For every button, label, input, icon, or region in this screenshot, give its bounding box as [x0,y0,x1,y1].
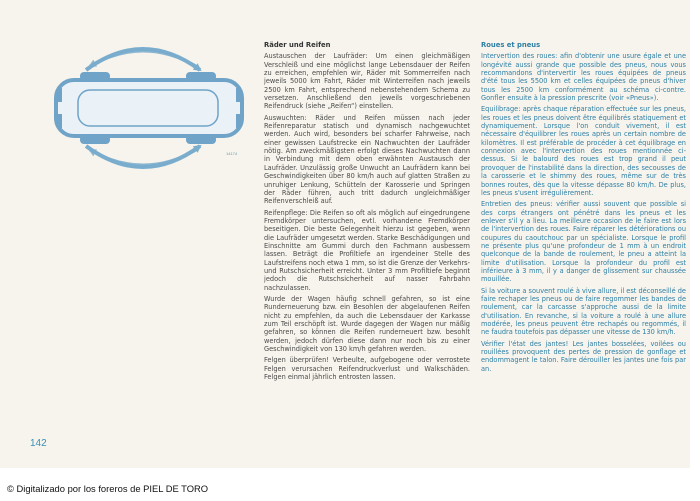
scan-credit: © Digitalizado por los foreros de PIEL DE TORO [7,483,209,494]
french-paragraph: Si la voiture a souvent roulé à vive allure, il est déconseillé de faire rechaper les pneus ou de faire regommer les bandes de roulement, car la carcasse s'approche aussi de la limite d'utilisation. En revanche, si la voiture a roulé à une allure modérée, les pneus peuvent être rechapés ou regommés, il ne faudra toutefois pas dépasser une vitesse de 130 km/h. [481,286,686,337]
german-paragraph: Austauschen der Laufräder: Um einen gleichmäßigen Verschleiß und eine möglichst lange Lebensdauer der Reifen zu erreichen, empfehlen wir, Räder mit Sommerreifen nach jeweils 5000 km Fahrt, Räder mit Winterreifen nach jeweils 2500 km Fahrt, entsprechend nebenstehendem Schema zu versetzen. Anschließend den jeweils vorgeschriebenen Reifendruck (siehe „Reifen“) einstellen. [264,52,470,111]
tire-rotation-diagram [28,28,258,188]
car-outline-icon [28,28,258,188]
german-paragraph: Reifenpflege: Die Reifen so oft als möglich auf eingedrungene Fremdkörper untersuchen, evtl. vorhandene Fremdkörper beseitigen. Die beste Gelegenheit hierzu ist gegeben, wenn die Laufräder umgesetzt werden. Starke Beschädigungen und Einschnitte am Gummi durch den Fachmann ausbessern lassen. Beträgt die Profiltiefe an irgendeiner Stelle des Laufstreifens noch etwa 1 mm, so ist die Grenze der Verkehrs- und Rutschsicherheit erreicht. Unter 3 mm Profiltiefe beginnt jedoch die Rutschsicherheit auf nasser Fahrbahn nachzulassen. [264,208,470,292]
german-title: Räder und Reifen [264,41,331,49]
french-paragraph: Equilibrage: après chaque réparation effectuée sur les pneus, les roues et les pneus doivent être équilibrés statiquement et dynamiquement. Lorsque l'on conduit vivement, il est nécessaire d'équilibrer les roues après un certain nombre de kilomètres. Il est préférable de procéder à cet équilibrage en connexion avec l'intervertion des roues mentionnée ci-dessus. Si le balourd des roues est trop grand il peut provoquer de l'instabilité dans la direction, des secousses de la carosserie et le shimmy des roues, même sur de très bonnes routes, dès que la vitesse dépasse 80 km/h. De plus, les pneus s'usent irrégulièrement. [481,105,686,197]
german-paragraph: Wurde der Wagen häufig schnell gefahren, so ist eine Runderneuerung bzw. ein Besohlen der abgelaufenen Reifen nicht zu empfehlen, da auch die Lebensdauer der Karkasse zum Teil erschöpft ist. Wurde dagegen der Wagen nur mäßig gefahren, so können die Reifen runderneuert bzw. besohlt werden, jedoch dürfen diese dann nur noch bis zu einer Geschwindigkeit von 130 km/h gefahren werden. [264,294,470,354]
figure-code: 14174 [226,151,238,156]
german-paragraph: Felgen überprüfen! Verbeulte, aufgebogene oder verrostete Felgen verursachen Reifendruckverlust und Walkschäden. Felgen einmal jährlich entrosten lassen. [264,356,470,382]
french-paragraph: Intervertion des roues: afin d'obtenir une usure égale et une longévité aussi grande que possible des pneus, nous vous recommandons d'intervertir les roues équipées de pneus d'été tous les 5500 km et celles équipées de pneus d'hiver tous les 2500 km conformément au schéma ci-contre. Gonfler ensuite à la pression prescrite (voir «Pneus»). [481,52,686,103]
french-paragraph: Vérifier l'état des jantes! Les jantes bosselées, voilées ou rouillées provoquent des pertes de pression de gonflage et endommagent le talon. Faire dérouiller les jantes une fois par an. [481,339,686,373]
french-column [481,41,686,376]
french-paragraph: Entretien des pneus: vérifier aussi souvent que possible si des corps étrangers ont pénétré dans les pneus et les enlever s'il y a lieu. La meilleure occasion de le faire est lors de l'intervertion des roues. Faire réparer les détériorations ou coupures du caoutchouc par un spécialiste. Lorsque le profil ne présente plus qu'une profondeur de 1 mm à un endroit quelconque de la bande de roulement, le pneu a atteint la limite d'utilisation. Lorsque la profondeur du profil est inférieure à 3 mm, il y a danger de glissement sur chaussée mouillée. [481,200,686,284]
german-column [264,41,470,384]
german-paragraph: Auswuchten: Räder und Reifen müssen nach jeder Reifenreparatur statisch und dynamisch nachgewuchtet werden. Auch wird, besonders bei scharfer Fahrweise, nach einer gewissen Laufstrecke ein Nachwuchten der Laufräder nötig. Am zweckmäßigsten erfolgt dieses Nachwuchten dann in Verbindung mit dem oben erwähnten Austausch der Laufräder. Unzulässig große Unwucht an Laufrädern kann bei Geschwindigkeiten über 80 km/h auch auf glatten Straßen zu unruhiger Lenkung, Schütteln der Karosserie und Springen der Räder führen, auch tritt dadurch ungleichmäßiger Reifenverschleiß auf. [264,113,470,206]
page-number: 142 [30,438,47,449]
french-title: Roues et pneus [481,41,541,49]
